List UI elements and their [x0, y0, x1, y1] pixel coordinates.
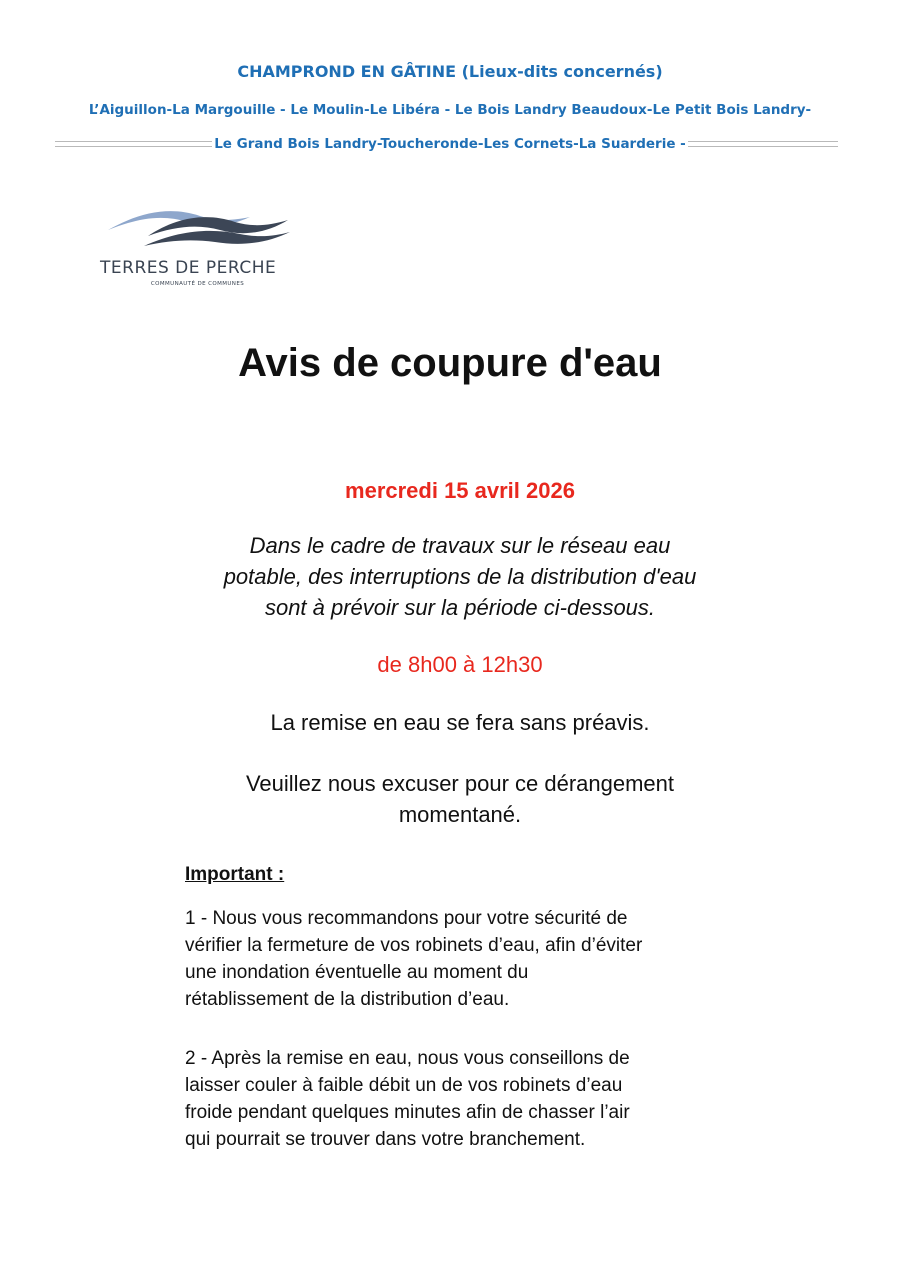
important-item-2 [185, 1045, 745, 1153]
apology-line: momentané. [398, 802, 522, 827]
apology-line: Veuillez nous excuser pour ce dérangement [245, 771, 675, 796]
intro-line: sont à prévoir sur la période ci-dessous. [264, 595, 656, 620]
intro-line: Dans le cadre de travaux sur le réseau eau [249, 533, 671, 558]
item-2-line: 2 - Après la remise en eau, nous vous conseillons de [185, 1048, 630, 1069]
important-heading: Important : [185, 864, 285, 885]
item-1-line: vérifier la fermeture de vos robinets d’eau, afin d’éviter [185, 935, 643, 956]
terres-de-perche-logo [100, 198, 300, 293]
restore-notice: La remise en eau se fera sans préavis. [270, 710, 650, 735]
item-1-line: 1 - Nous vous recommandons pour votre sécurité de [185, 908, 628, 929]
item-2-line: froide pendant quelques minutes afin de chasser l’air [185, 1102, 630, 1123]
intro-text [150, 530, 770, 623]
item-2-line: qui pourrait se trouver dans votre branchement. [185, 1129, 586, 1150]
item-1-line: rétablissement de la distribution d’eau. [185, 989, 510, 1010]
logo-subtitle: COMMUNAUTÉ DE COMMUNES [150, 281, 245, 287]
item-1-line: une inondation éventuelle au moment du [185, 962, 529, 983]
localities-line-2-text: Le Grand Bois Landry-Toucheronde-Les Cornets-La Suarderie - [214, 136, 686, 152]
localities-line-2 [0, 136, 900, 152]
intro-line: potable, des interruptions de la distribution d'eau [223, 564, 697, 589]
cut-time-range: de 8h00 à 12h30 [377, 652, 543, 677]
cut-date: mercredi 15 avril 2026 [345, 478, 575, 503]
logo-wave-dark-bottom [144, 231, 290, 246]
municipality-heading: CHAMPROND EN GÂTINE (Lieux-dits concernés) [237, 62, 663, 81]
apology-text [160, 768, 760, 830]
important-item-1 [185, 905, 745, 1013]
localities-line-1: L’Aiguillon-La Margouille - Le Moulin-Le Libéra - Le Bois Landry Beaudoux-Le Petit Bois Landry- [88, 102, 812, 118]
notice-title: Avis de coupure d'eau [238, 341, 662, 385]
item-2-line: laisser couler à faible débit un de vos robinets d’eau [185, 1075, 623, 1096]
logo-wordmark: TERRES DE PERCHE [100, 258, 277, 278]
